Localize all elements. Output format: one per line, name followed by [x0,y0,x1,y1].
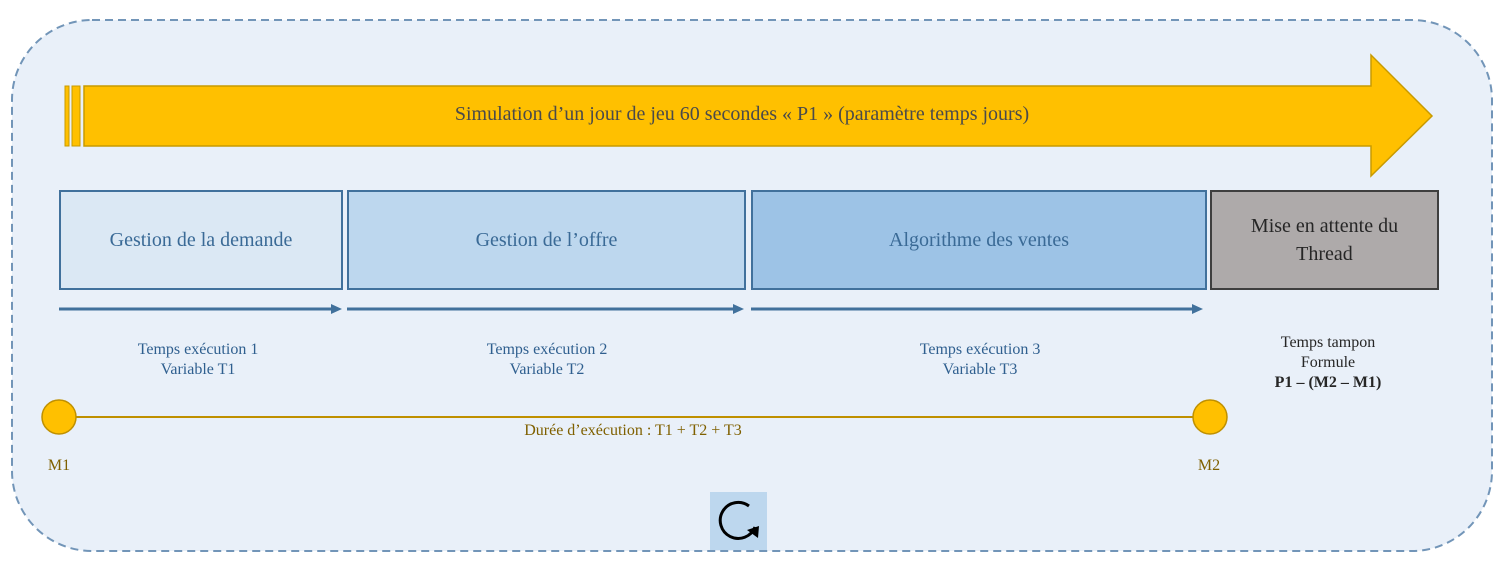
step-label: Gestion de la demande [109,229,293,251]
step-label: Mise en attente du Thread [1250,215,1399,265]
execution-variable: Variable T1 [160,361,236,378]
execution-label-1 [68,340,328,380]
buffer-time-label [1228,333,1428,393]
step-box-supply [347,190,746,290]
step-box-thread-wait [1210,190,1439,290]
execution-time: Temps exécution 3 [919,341,1041,358]
execution-time: Temps exécution 1 [137,341,259,358]
arrow-stripe-2 [72,86,80,146]
timeline-start-label: M1 [47,457,71,474]
execution-variable: Variable T2 [509,361,585,378]
execution-time: Temps exécution 2 [486,341,608,358]
execution-label-3 [850,340,1110,380]
step-label: Algorithme des ventes [889,229,1069,251]
buffer-formula: P1 – (M2 – M1) [1274,374,1382,391]
buffer-title: Temps tampon [1280,334,1376,351]
timeline-end-label: M2 [1197,457,1221,474]
arrow-label: Simulation d’un jour de jeu 60 secondes « P1 » (paramètre temps jours) [454,103,1030,125]
timeline-start-marker [42,400,76,434]
timeline-end-marker [1193,400,1227,434]
loop-icon [714,496,764,546]
step-box-sales-algorithm [751,190,1207,290]
arrow-stripe-1 [65,86,69,146]
buffer-formula-label: Formule [1300,354,1356,371]
execution-variable: Variable T3 [942,361,1018,378]
execution-label-2 [417,340,677,380]
duration-label: Durée d’exécution : T1 + T2 + T3 [524,422,742,439]
step-box-demand [59,190,343,290]
loop-button[interactable] [710,492,767,550]
step-label: Gestion de l’offre [475,229,618,251]
